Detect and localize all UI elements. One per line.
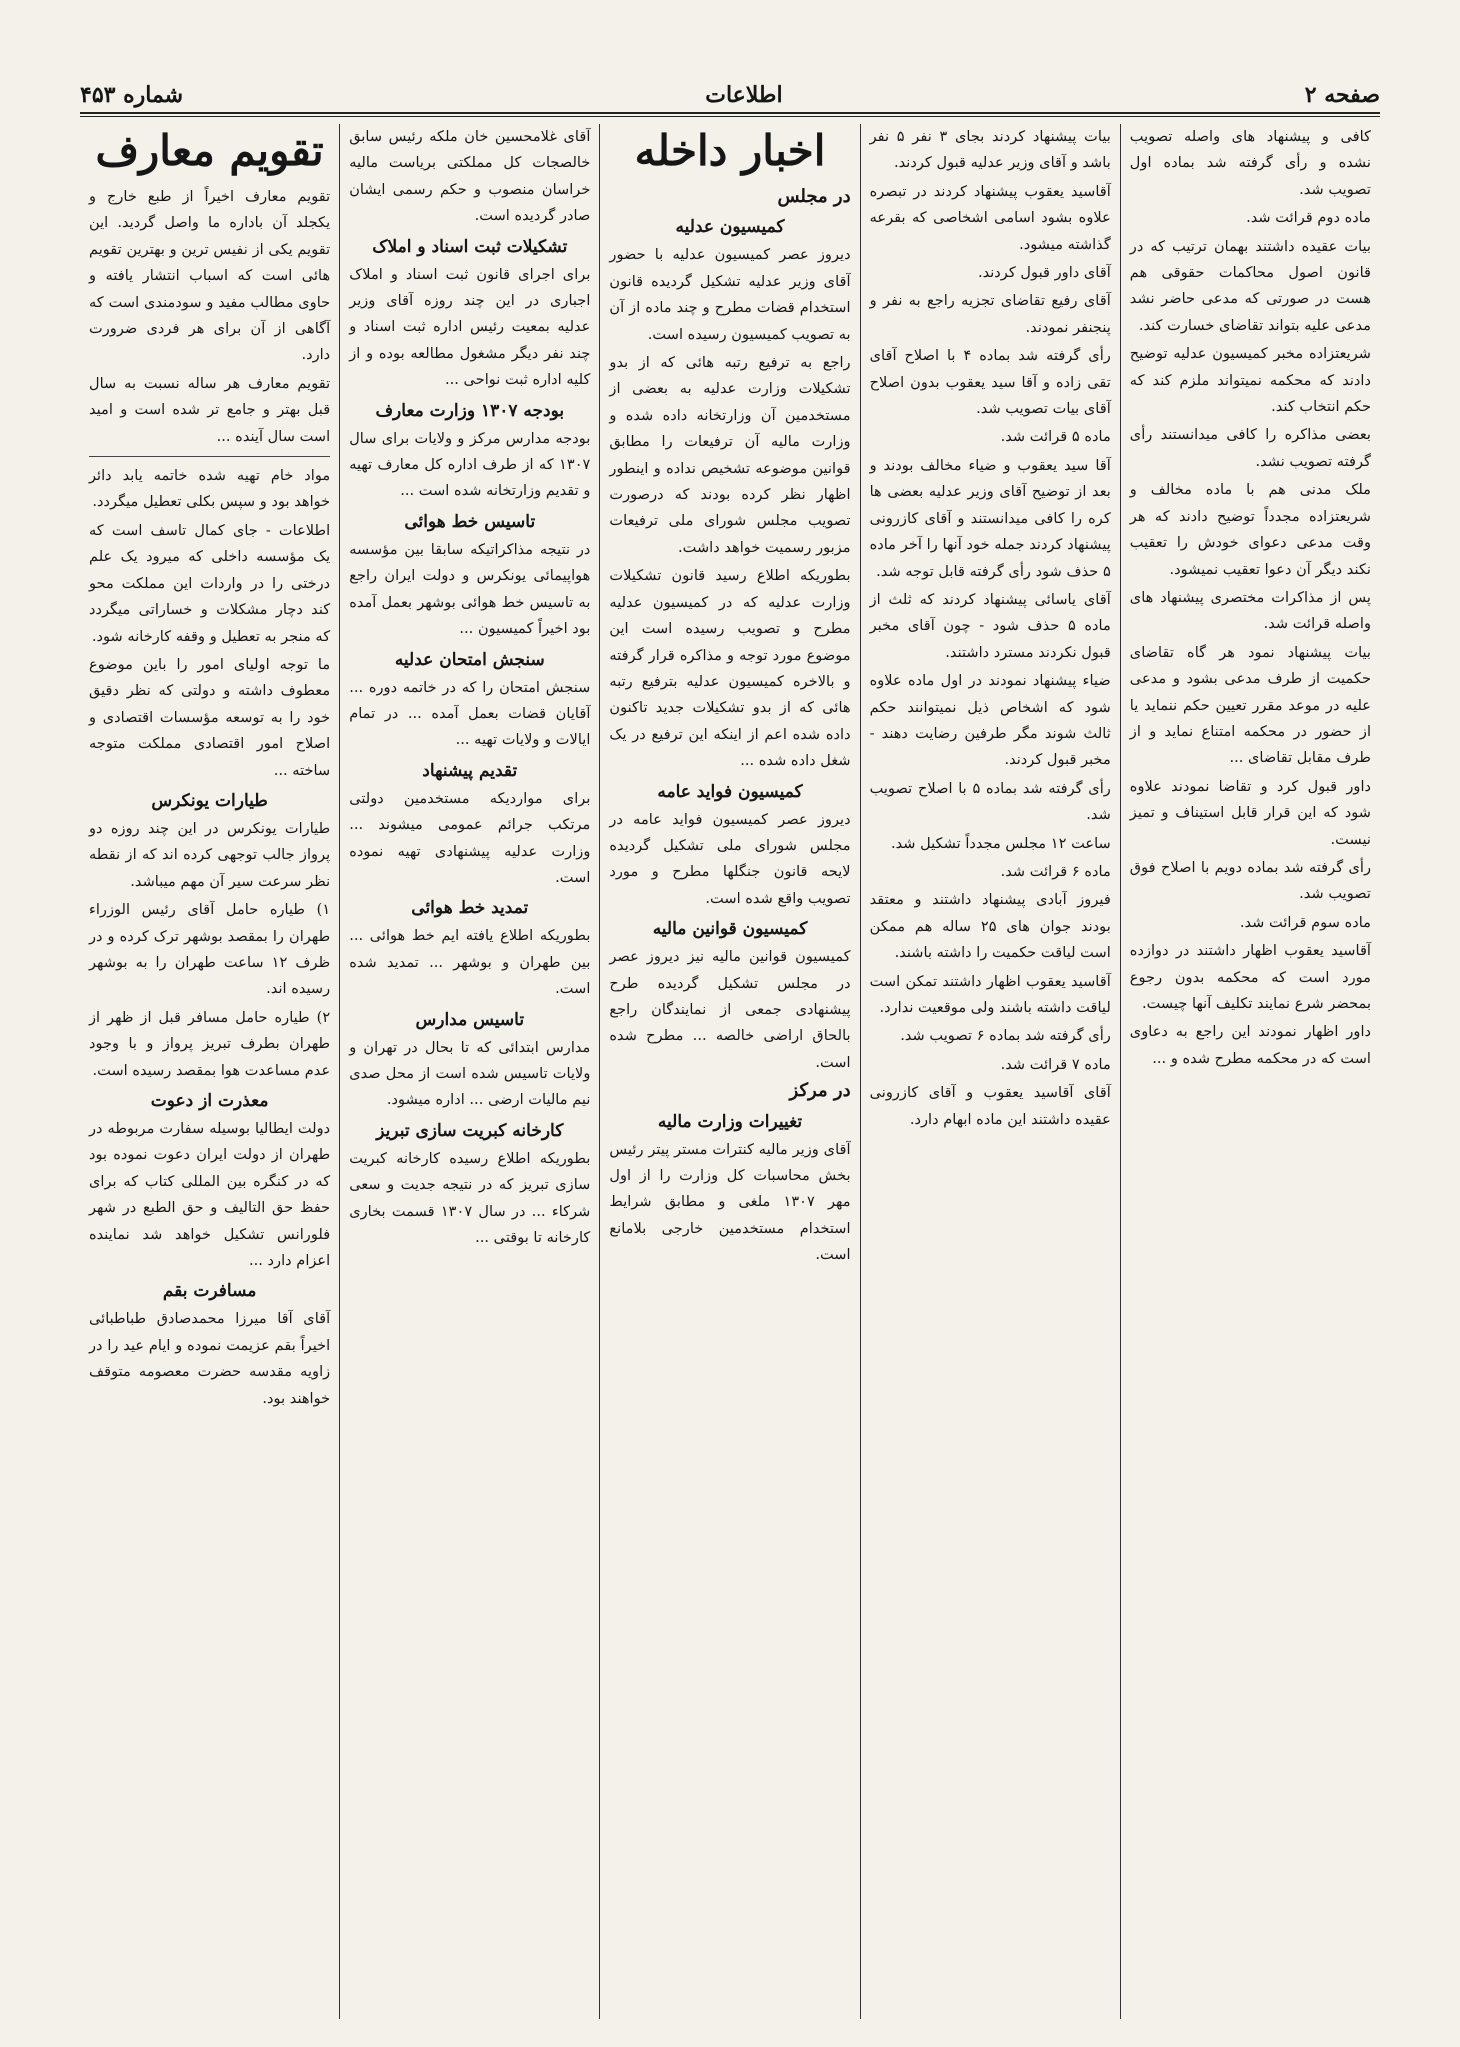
paragraph: داور قبول کرد و تقاضا نمودند علاوه شود که این قرار قابل استیناف و تمیز نیست. bbox=[1129, 777, 1371, 848]
subhead: تقدیم پیشنهاد bbox=[422, 760, 518, 781]
paragraph: دولت ایطالیا بوسیله سفارت مربوطه در طهران از دولت ایران دعوت نموده بود که در کنگره بین المللی کتاب که برای حفظ حق التالیف و حق الطبع در شهر فلورانس تشکیل خواهد شد نماینده اعزام دارد ... bbox=[88, 1120, 331, 1270]
column-4 bbox=[339, 124, 599, 2019]
subhead: سنجش امتحان عدلیه bbox=[394, 649, 545, 670]
masthead bbox=[80, 78, 1380, 112]
subhead: تشکیلات ثبت اسناد و املاک bbox=[372, 236, 568, 257]
subhead: مسافرت بقم bbox=[162, 1281, 257, 1302]
masthead-rule bbox=[80, 112, 1380, 114]
paragraph: مواد خام تهیه شده خاتمه یابد دائر خواهد بود و سپس بکلی تعطیل میگردد. bbox=[88, 467, 331, 511]
paragraph: آقاسید یعقوب اظهار داشتند در دوازده مورد است که محکمه بدون رجوع بمحضر شرع نمایند تکلیف آنها چیست. bbox=[1129, 942, 1371, 1012]
divider bbox=[89, 456, 330, 457]
paragraph: شریعتزاده مخبر کمیسیون عدلیه توضیح دادند که محکمه نمیتواند ملزم کند که حکم انتخاب کند. bbox=[1129, 345, 1371, 416]
paragraph: ما توجه اولیای امور را باین موضوع معطوف داشته و دولتی که نظر دقیق خود را به توسعه مؤسسات اقتصادی و اصلاح امور اقتصادی مملکت متوجه ساخته ... bbox=[88, 655, 331, 779]
paragraph: رأی گرفته شد بماده ۵ با اصلاح تصویب شد. bbox=[869, 779, 1111, 824]
subhead: کمیسیون فواید عامه bbox=[657, 781, 803, 802]
paragraph: مدارس ابتدائی که تا بحال در تهران و ولایات تاسیس شده است از محل صدی نیم مالیات ارضی ... اداره میشود. bbox=[349, 1038, 591, 1109]
paragraph: ضیاء پیشنهاد نمودند در اول ماده علاوه شود که اشخاص ذیل نمیتوانند حکم ثالث شوند مگر طرفین رضایت دهند - مخبر قبول کردند. bbox=[869, 672, 1111, 769]
subhead: تمدید خط هوائی bbox=[411, 898, 529, 919]
paragraph: برای مواردیکه مستخدمین دولتی مرتکب جرائم عمومی میشوند ... وزارت عدلیه پیشنهادی تهیه نموده است. bbox=[349, 789, 591, 886]
paragraph: طیارات یونکرس در این چند روزه دو پرواز جالب توجهی کرده اند که از نقطه نظر سرعت سیر آن مهم میباشد. bbox=[88, 819, 331, 890]
paragraph: آقای داور قبول کردند. bbox=[977, 264, 1111, 282]
subhead: کمیسیون قوانین مالیه bbox=[652, 919, 808, 940]
column-2 bbox=[860, 124, 1120, 2019]
paragraph: آقای آقاسید یعقوب و آقای کازرونی عقیده داشتند این ماده ابهام دارد. bbox=[869, 1084, 1111, 1128]
paragraph: آقاسید یعقوب پیشنهاد کردند در تبصره علاوه بشود اسامی اشخاصی که بقرعه گذاشته میشود. bbox=[869, 182, 1111, 253]
paragraph: بطوریکه اطلاع رسیده کارخانه کبریت سازی تبریز که در نتیجه جدیت و سعی شرکاء ... در سال ۱۳۰۷ قسمت بخاری کارخانه تا بوقتی ... bbox=[349, 1149, 591, 1246]
paragraph: آقاسید یعقوب اظهار داشتند تمکن است لیاقت داشته باشند ولی موقعیت ندارد. bbox=[869, 972, 1111, 1016]
subhead: بودجه ۱۳۰۷ وزارت معارف bbox=[375, 400, 565, 421]
section-title-domestic-news: اخبار داخله bbox=[634, 126, 826, 175]
paragraph: ماده ۷ قرائت شد. bbox=[1000, 1055, 1111, 1073]
paragraph: آقا سید یعقوب و ضیاء مخالف بودند و بعد از توضیح آقای وزیر عدلیه بعضی ها کره را کافی میدانستند و آقای کازرونی پیشنهاد کردند جمله خود آنها را آخر ماده ۵ حذف شود رأی گرفته قابل توجه شد. bbox=[869, 456, 1111, 580]
paragraph: رأی گرفته شد بماده ۶ تصویب شد. bbox=[900, 1027, 1111, 1045]
paragraph: ماده ۶ قرائت شد. bbox=[1000, 862, 1111, 880]
subhead: تاسیس مدارس bbox=[415, 1009, 525, 1030]
paragraph: تقویم معارف هر ساله نسبت به سال قبل بهتر و جامع تر شده است و امید است سال آینده ... bbox=[88, 374, 331, 445]
column-3 bbox=[599, 124, 859, 2019]
paragraph: بودجه مدارس مرکز و ولایات برای سال ۱۳۰۷ که از طرف اداره کل معارف تهیه و تقدیم وزارتخانه شده است ... bbox=[349, 429, 591, 500]
kicker-center: در مرکز bbox=[789, 1080, 851, 1102]
column-5 bbox=[80, 124, 339, 2019]
paper-name: اطلاعات bbox=[705, 82, 783, 108]
page-number: صفحه ۲ bbox=[1304, 82, 1380, 108]
paragraph: پس از مذاکرات مختصری پیشنهاد های واصله قرائت شد. bbox=[1129, 588, 1371, 633]
paragraph: ملک مدنی هم با ماده مخالف و شریعتزاده مجدداً توضیح دادند که هر وقت مدعی دعوای خودش را تعقیب نکند دیگر آن دعوا تعقیب نمیشود. bbox=[1129, 481, 1371, 578]
paragraph: بطوریکه اطلاع رسید قانون تشکیلات وزارت عدلیه که در کمیسیون عدلیه مطرح و تصویب رسیده است این موضوع مورد توجه و مذاکره قرار گرفته و بالاخره کمیسیون عدلیه بترفیع رتبه هائی که از بدو تشکیلات جدید تاکنون داده شده اعم از اینکه این ترفیع در یک شغل داده شده ... bbox=[609, 567, 851, 770]
paragraph: رأی گرفته شد بماده دویم با اصلاح فوق تصویب شد. bbox=[1129, 858, 1371, 903]
paragraph: دیروز عصر کمیسیون فواید عامه در مجلس شورای ملی تشکیل گردیده لایحه قانون جنگلها مطرح و مورد تصویب واقع شده است. bbox=[609, 810, 851, 907]
issue-number: شماره ۴۵۳ bbox=[80, 82, 184, 108]
subhead: کارخانه کبریت سازی تبریز bbox=[376, 1120, 564, 1141]
columns bbox=[80, 124, 1380, 2019]
paragraph: آقای رفیع تقاضای تجزیه راجع به نفر و پنجنفر نمودند. bbox=[869, 292, 1111, 336]
paragraph: بیات پیشنهاد نمود هر گاه تقاضای حکمیت از طرف مدعی بشود و مدعی علیه در موعد مقرر تعیین حکم ننماید یا از حضور در محکمه امتناع نماید و از طرف مقابل تقاضای ... bbox=[1129, 643, 1371, 767]
paragraph: تقویم معارف اخیراً از طبع خارج و یکجلد آن باداره ما واصل گردید. این تقویم یکی از نفیس ترین و بهترین تقویم هائی است که اسباب انتشار یافته و حاوی مطالب مفید و سودمندی است که آگاهی از آن برای هر فردی ضرورت دارد. bbox=[88, 188, 331, 364]
paragraph: اطلاعات - جای کمال تاسف است که یک مؤسسه داخلی که میرود یک علم درختی را در واردات این مملکت محو کند دچار مشکلات و خساراتی میگردد که منجر به تعطیل و وقفه کارخانه شود. bbox=[88, 521, 331, 645]
paragraph: راجع به ترفیع رتبه هائی که از بدو تشکیلات وزارت عدلیه به بعضی از مستخدمین آن وزارتخانه داده شده و وزارت مالیه آن ترفیعات را مطابق قوانین موضوعه تشخیص نداده و اینطور اظهار نظر کرده بودند که درصورت تصویب مجلس شورای ملی ترفیعات مزبور رسمیت خواهد داشت. bbox=[609, 354, 851, 556]
paragraph: بیات عقیده داشتند بهمان ترتیب که در قانون اصول محاکمات حقوقی هم هست در صورتی که مدعی حاضر نشد مدعی علیه بتواند تقاضای خسارت کند. bbox=[1129, 237, 1371, 334]
paragraph: کمیسیون قوانین مالیه نیز دیروز عصر در مجلس تشکیل گردیده طرح پیشنهادی جمعی از نمایندگان راجع بالحاق اراضی خالصه ... مطرح شده است. bbox=[609, 948, 851, 1071]
masthead-rule-thin bbox=[80, 116, 1380, 117]
paragraph: فیروز آبادی پیشنهاد داشتند و معتقد بودند جوان های ۲۵ ساله هم ممکن است لیاقت حکمیت را داشته باشند. bbox=[869, 891, 1111, 962]
column-1 bbox=[1120, 124, 1380, 2019]
paragraph: بعضی مذاکره را کافی میدانستند رأی گرفته تصویب نشد. bbox=[1129, 426, 1371, 470]
paragraph: کافی و پیشنهاد های واصله تصویب نشده و رأی گرفته شد بماده اول تصویب شد. bbox=[1129, 128, 1371, 198]
paragraph: بیات پیشنهاد کردند بجای ۳ نفر ۵ نفر باشد و آقای وزیر عدلیه قبول کردند. bbox=[869, 128, 1111, 172]
subhead: تغییرات وزارت مالیه bbox=[657, 1111, 803, 1132]
paragraph: آقای وزیر مالیه کنترات مستر پیتر رئیس بخش محاسبات کل وزارت را از اول مهر ۱۳۰۷ ملغی و مطابق شرایط استخدام مستخدمین خارجی بلامانع است. bbox=[609, 1140, 851, 1264]
paragraph: برای اجرای قانون ثبت اسناد و املاک اجباری در این چند روزه آقای وزیر عدلیه بمعیت رئیس اداره ثبت اسناد و چند نفر دیگر مشغول مطالعه بوده و از کلیه اداره ثبت نواحی ... bbox=[349, 265, 591, 389]
subhead: کمیسیون عدلیه bbox=[675, 217, 785, 238]
paragraph: آقای یاسائی پیشنهاد کردند که ثلث از ماده ۵ حذف شود - چون آقای مخبر قبول نکردند مسترد داشتند. bbox=[869, 590, 1111, 661]
paragraph: داور اظهار نمودند این راجع به دعاوی است که در محکمه مطرح شده و ... bbox=[1129, 1023, 1371, 1067]
paragraph: ۲) طیاره حامل مسافر قبل از ظهر از طهران بطرف تبریز پرواز و با وجود عدم مساعدت هوا بمقصد رسیده است. bbox=[88, 1008, 331, 1079]
paragraph: دیروز عصر کمیسیون عدلیه با حضور آقای وزیر عدلیه تشکیل گردیده قانون استخدام قضات مطرح و چند ماده از آن به تصویب کمیسیون رسیده است. bbox=[609, 246, 851, 343]
paragraph: سنجش امتحان را که در خاتمه دوره ... آقایان قضات بعمل آمده ... در تمام ایالات و ولایات تهیه ... bbox=[349, 678, 591, 749]
paragraph: ماده سوم قرائت شد. bbox=[1239, 913, 1371, 931]
paragraph: ۱) طیاره حامل آقای رئیس الوزراء طهران را بمقصد بوشهر ترک کرده و در ظرف ۱۲ ساعت طهران را به بوشهر رسیده اند. bbox=[88, 901, 331, 998]
paragraph: ماده ۵ قرائت شد. bbox=[1000, 428, 1111, 446]
subhead: معذرت از دعوت bbox=[150, 1091, 269, 1111]
paragraph: ساعت ۱۲ مجلس مجدداً تشکیل شد. bbox=[890, 834, 1111, 852]
paragraph: آقای غلامحسین خان ملکه رئیس سابق خالصجات کل مملکتی بریاست مالیه خراسان منصوب و حکم رسمی ایشان صادر گردیده است. bbox=[349, 128, 591, 225]
kicker-majlis: در مجلس bbox=[777, 186, 851, 207]
paragraph: رأی گرفته شد بماده ۴ با اصلاح آقای تقی زاده و آقا سید یعقوب بدون اصلاح آقای بیات تصویب شد. bbox=[869, 347, 1111, 418]
paragraph: بطوریکه اطلاع یافته ایم خط هوائی ... بین طهران و بوشهر ... تمدید شده است. bbox=[349, 927, 591, 998]
paragraph: ماده دوم قرائت شد. bbox=[1246, 209, 1371, 227]
subhead: طیارات یونکرس bbox=[151, 790, 268, 811]
paragraph: در نتیجه مذاکراتیکه سابقا بین مؤسسه هواپیمائی یونکرس و دولت ایران راجع به تاسیس خط هوائی بوشهر بعمل آمده بود اخیراً کمیسیون ... bbox=[349, 540, 591, 638]
subhead: تاسیس خط هوائی bbox=[404, 511, 536, 532]
paragraph: آقای آقا میرزا محمدصادق طباطبائی اخیراً بقم عزیمت نموده و ایام عید را در زاویه مقدسه حضرت معصومه متوقف خواهند بود. bbox=[88, 1310, 331, 1407]
section-title-education-calendar: تقویم معارف bbox=[95, 126, 324, 175]
